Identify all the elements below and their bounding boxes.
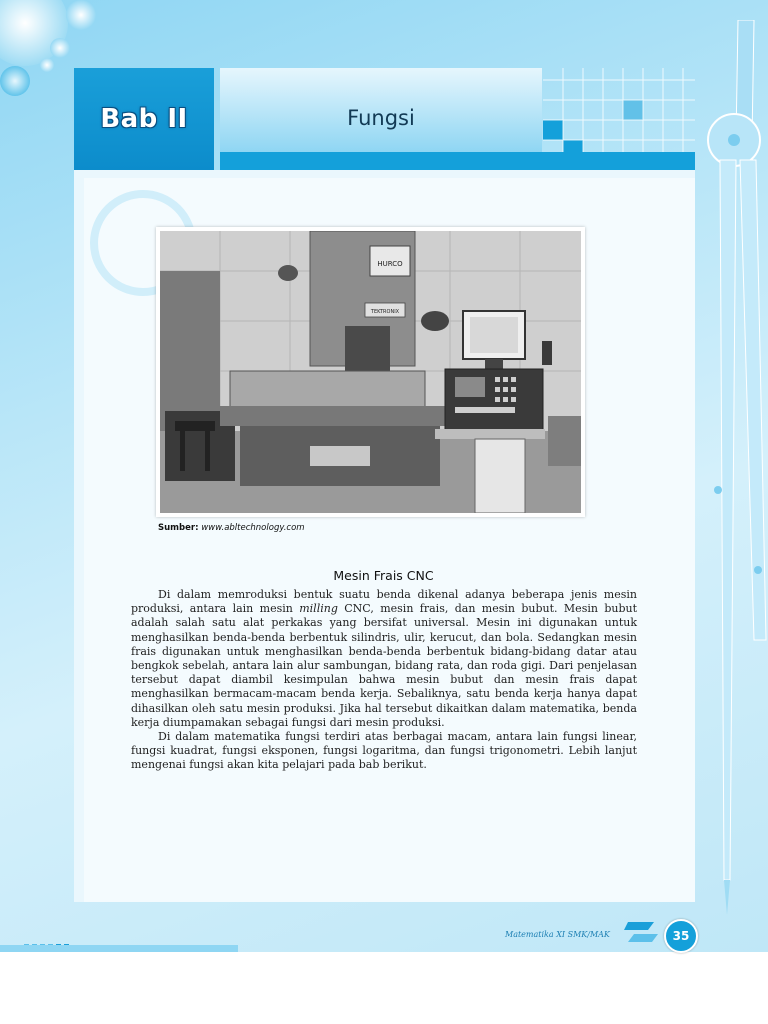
page-number: 35 xyxy=(664,919,698,953)
header-band xyxy=(220,152,695,170)
decorative-circle xyxy=(0,66,30,96)
paragraph-1-part-a: Di dalam memroduksi bentuk suatu benda dikenal adanya beberapa jenis mesin produksi, antara lain mesin xyxy=(131,588,637,616)
chapter-title: Fungsi xyxy=(347,106,415,130)
page-bottom-margin xyxy=(0,952,768,1024)
paragraph-1-italic: milling xyxy=(299,602,338,616)
source-url: www.abltechnology.com xyxy=(201,523,305,533)
cnc-machine-illustration xyxy=(160,231,581,513)
paragraph-1-part-b: CNC, mesin frais, dan mesin bubut. Mesin bubut adalah salah satu alat perkakas yang bersifat universal. Mesin ini digunakan untuk menghasilkan benda-benda berbentuk silindris, ulir, kerucut, dan bola. Sedangkan mesin frais digunakan untuk menghasilkan benda-benda berbentuk bidang-bidang datar atau bengkok sebelah, antara lain alur sambungan, bidang rata, dan roda gigi. Dari penjelasan tersebut dapat diambil kesimpulan bahwa mesin bubut dan mesin frais dapat menghasilkan bermacam-macam benda kerja. Sebaliknya, satu benda kerja hanya dapat dihasilkan oleh satu mesin produksi. Jika hal tersebut dikaitkan dalam matematika, benda kerja diumpamakan sebagai fungsi dari mesin produksi. xyxy=(131,602,637,729)
footer-line xyxy=(0,945,238,952)
header-grid-lines xyxy=(543,68,695,152)
decorative-circle xyxy=(50,38,70,58)
decorative-circle xyxy=(40,58,54,72)
section-title: Mesin Frais CNC xyxy=(333,568,434,583)
machine-badge: TEKTRONIX xyxy=(370,309,400,315)
book-logo-icon xyxy=(624,920,658,944)
chapter-label: Bab II xyxy=(100,104,188,134)
paragraph-1 xyxy=(131,588,637,730)
decorative-circle xyxy=(66,0,96,30)
paragraph-2: Di dalam matematika fungsi terdiri atas berbagai macam, antara lain fungsi linear, fungsi kuadrat, fungsi eksponen, fungsi logaritma, dan fungsi trigonometri. Lebih lanjut mengenai fungsi akan kita pelajari pada bab berikut. xyxy=(131,730,637,772)
source-label: Sumber: xyxy=(158,523,199,533)
machine-brand: HURCO xyxy=(377,260,403,268)
chapter-title-box xyxy=(220,68,542,152)
book-title: Matematika XI SMK/MAK xyxy=(505,930,610,939)
cnc-machine-photo xyxy=(160,231,581,513)
image-source xyxy=(158,523,305,533)
body-text xyxy=(131,588,637,773)
chapter-label-box xyxy=(74,68,214,170)
compass-decoration xyxy=(690,20,768,920)
